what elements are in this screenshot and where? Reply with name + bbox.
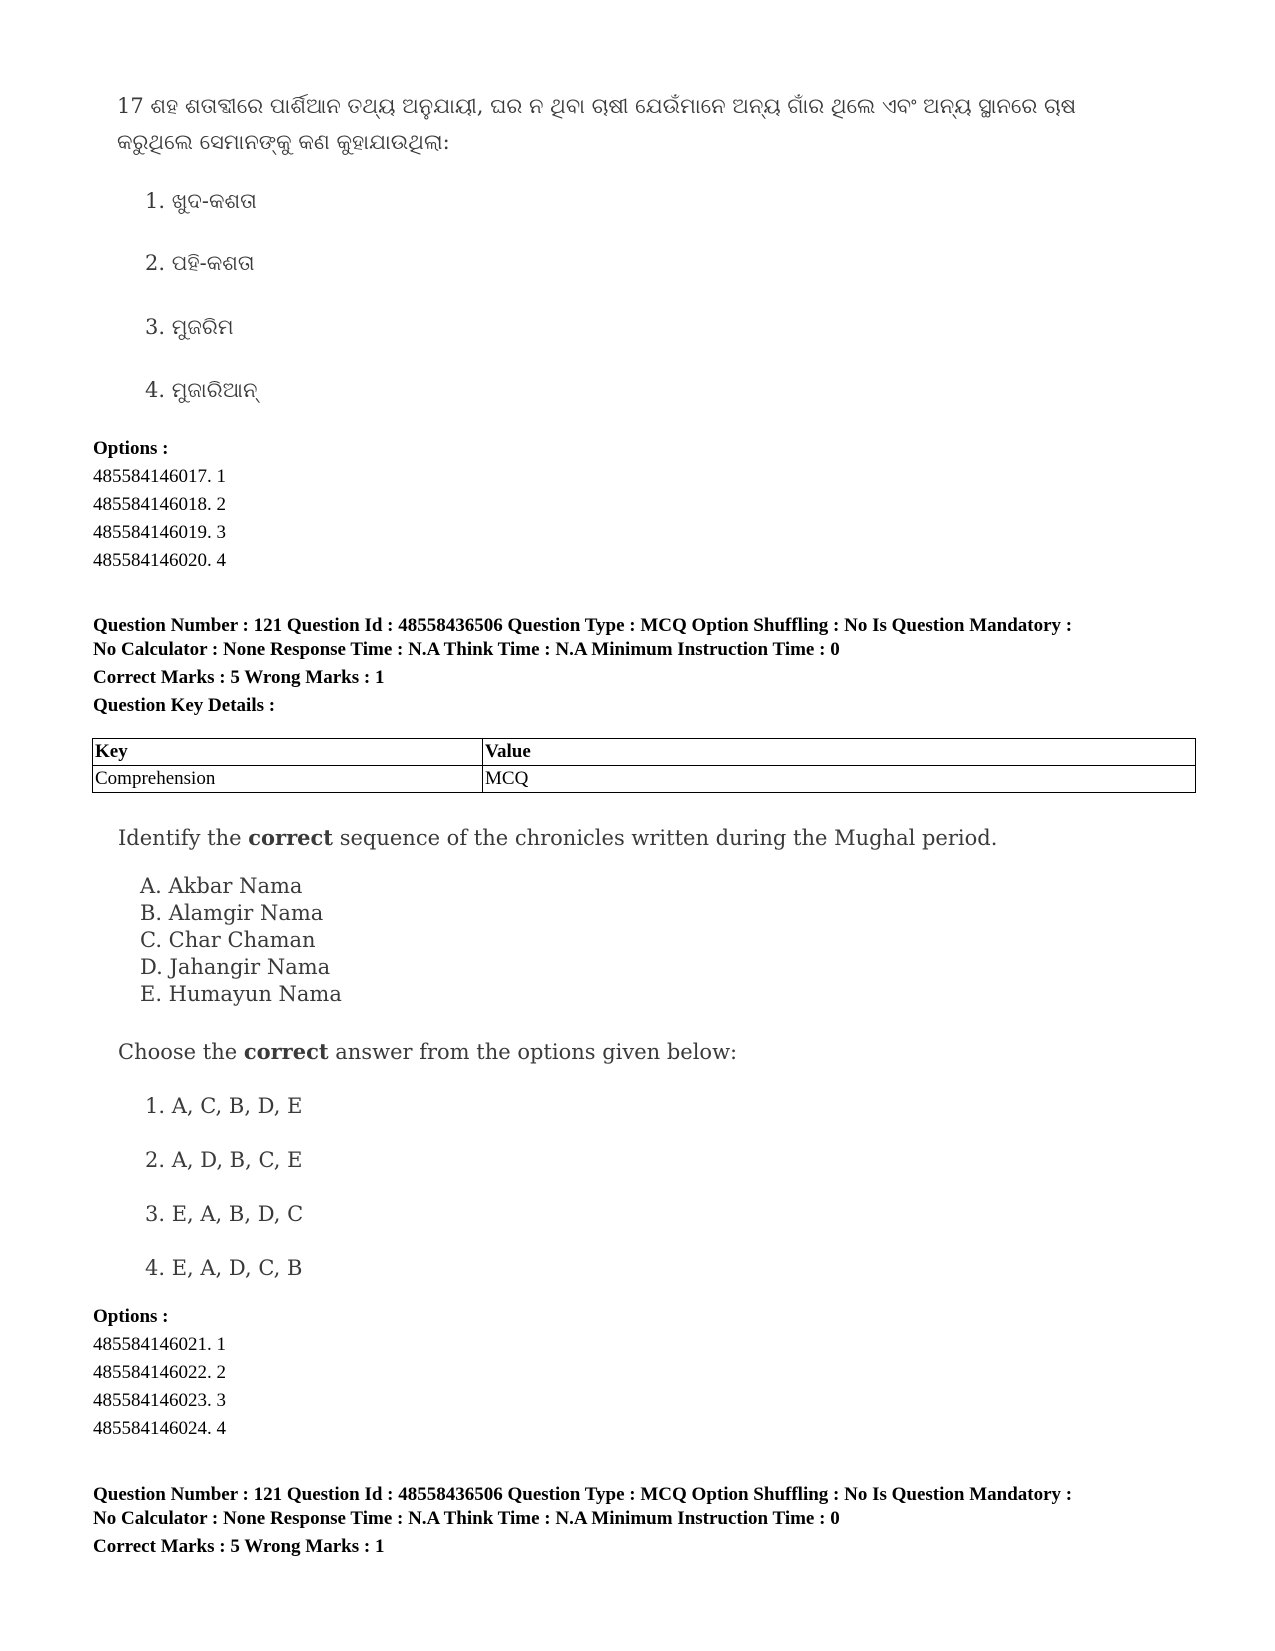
- choice-2: 2. ପହି-କଶତା: [145, 251, 255, 275]
- option-id: 485584146019. 3: [93, 522, 226, 543]
- choose-text: Choose the: [118, 1040, 244, 1064]
- table-header-row: [93, 739, 1196, 766]
- key-details-table: [92, 738, 1196, 793]
- question-header-line2: No Calculator : None Response Time : N.A Think Time : N.A Minimum Instruction Time : 0: [93, 639, 840, 660]
- question-stem-odia: 17 ଶହ ଶତାବ୍ଦୀରେ ପାର୍ଶିଆନ ତଥ୍ୟ ଅନୁଯାୟୀ, ଘର ନ ଥିବା ଚାଷୀ ଯେଉଁମାନେ ଅନ୍ୟ ଗାଁର ଥିଲେ ଏବଂ ଅନ୍ୟ ସ୍ଥାନରେ ଚାଷ କରୁଥିଲେ ସେମାନଙ୍କୁ କଣ କୁହାଯାଉଥିଲା:: [117, 94, 1077, 154]
- table-row: [93, 766, 1196, 793]
- options-label: Options :: [93, 438, 169, 459]
- option-id: 485584146024. 4: [93, 1418, 226, 1439]
- list-item: E. Humayun Nama: [140, 982, 342, 1006]
- choose-instruction: [118, 1038, 737, 1066]
- option-id: 485584146020. 4: [93, 550, 226, 571]
- options-label: Options :: [93, 1306, 169, 1327]
- choose-text: answer from the options given below:: [328, 1040, 738, 1064]
- marks-line: Correct Marks : 5 Wrong Marks : 1: [93, 1536, 385, 1557]
- choice-3: 3. E, A, B, D, C: [145, 1202, 304, 1226]
- question-header-line2: No Calculator : None Response Time : N.A Think Time : N.A Minimum Instruction Time : 0: [93, 1508, 840, 1529]
- option-id: 485584146023. 3: [93, 1390, 226, 1411]
- choice-3: 3. ମୁଜରିମ: [145, 315, 234, 339]
- list-item: A. Akbar Nama: [140, 874, 303, 898]
- choice-1: 1. ଖୁଦ-କଶତା: [145, 189, 257, 213]
- option-id: 485584146017. 1: [93, 466, 226, 487]
- option-id: 485584146021. 1: [93, 1334, 226, 1355]
- option-id: 485584146022. 2: [93, 1362, 226, 1383]
- list-item: B. Alamgir Nama: [140, 901, 324, 925]
- choice-4: 4. ମୁଜାରିଆନ୍: [145, 378, 258, 402]
- option-id: 485584146018. 2: [93, 494, 226, 515]
- choice-1: 1. A, C, B, D, E: [145, 1094, 303, 1118]
- list-item: C. Char Chaman: [140, 928, 316, 952]
- stem-text: Identify the: [118, 826, 249, 850]
- key-details-label: Question Key Details :: [93, 695, 276, 716]
- stem-text: sequence of the chronicles written during the Mughal period.: [333, 826, 998, 850]
- table-cell: MCQ: [483, 766, 1196, 793]
- marks-line: Correct Marks : 5 Wrong Marks : 1: [93, 667, 385, 688]
- choice-4: 4. E, A, D, C, B: [145, 1256, 303, 1280]
- table-header-value: Value: [483, 739, 1196, 766]
- table-header-key: Key: [93, 739, 483, 766]
- table-cell: Comprehension: [93, 766, 483, 793]
- choice-2: 2. A, D, B, C, E: [145, 1148, 303, 1172]
- list-item: D. Jahangir Nama: [140, 955, 331, 979]
- question-header-line1: Question Number : 121 Question Id : 48558436506 Question Type : MCQ Option Shuffling : No Is Question Mandatory :: [93, 1484, 1073, 1505]
- stem-bold: correct: [248, 825, 334, 850]
- question-stem: [118, 824, 997, 852]
- choose-bold: correct: [243, 1039, 329, 1064]
- question-header-line1: Question Number : 121 Question Id : 48558436506 Question Type : MCQ Option Shuffling : No Is Question Mandatory :: [93, 615, 1073, 636]
